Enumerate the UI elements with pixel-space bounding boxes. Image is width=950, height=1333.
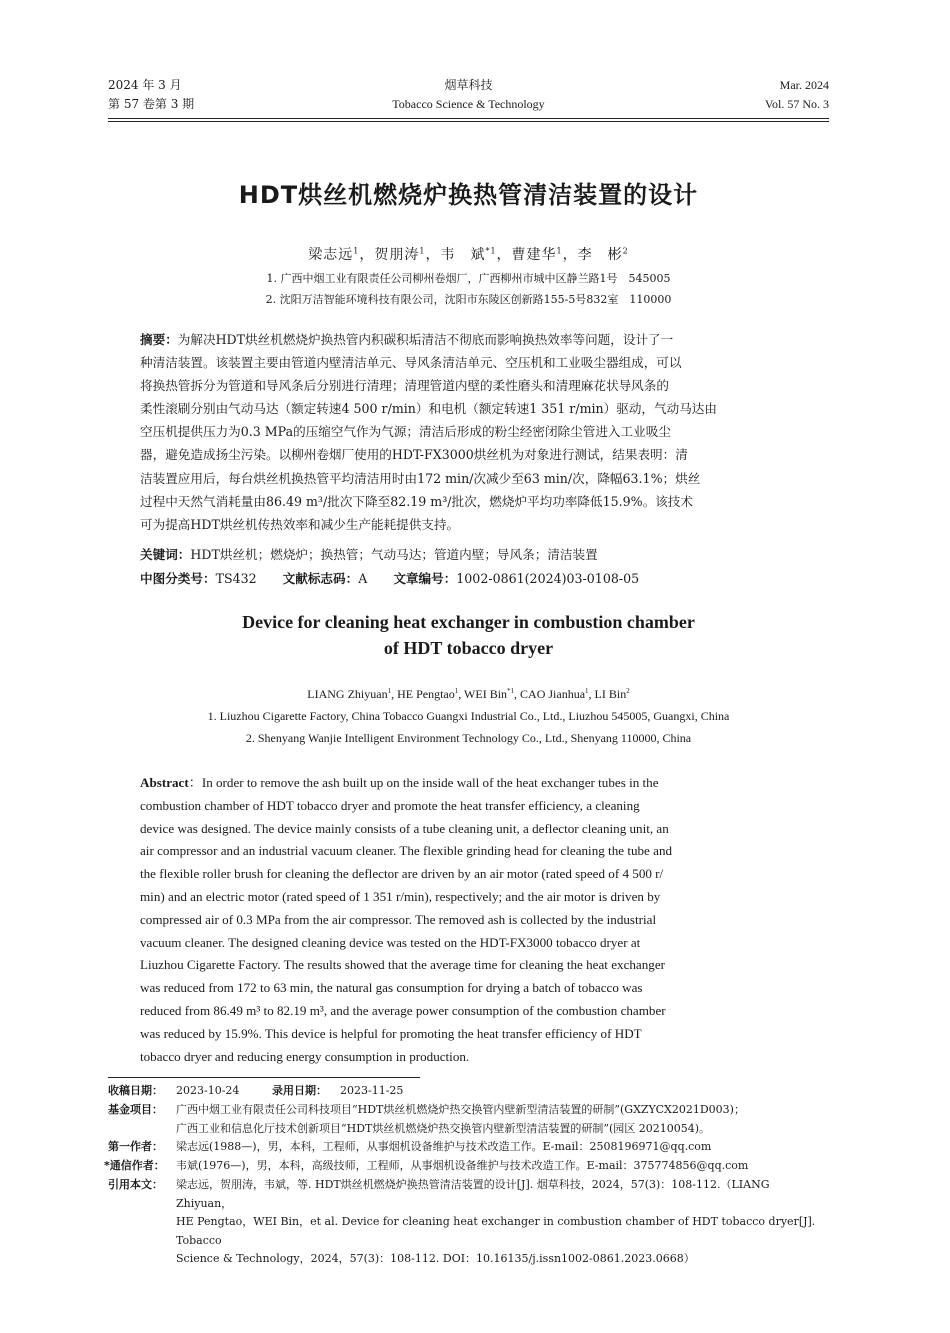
author-cn: 曹建华	[511, 247, 557, 263]
cite-text	[176, 1176, 829, 1269]
title-en-line: Device for cleaning heat exchanger in combustion chamber	[242, 612, 695, 632]
abstract-en-line: air compressor and an industrial vacuum cleaner. The flexible grinding head for cleaning the tube and	[140, 843, 673, 859]
abstract-cn-line: 柔性滚刷分别由气动马达（额定转速4 500 r/min）和电机（额定转速1 351 r/min）驱动，气动马达由	[140, 401, 717, 417]
abstract-cn-line: 种清洁装置。该装置主要由管道内壁清洁单元、导风条清洁单元、空压机和工业吸尘器组成，可以	[140, 355, 682, 371]
author-sup: 1	[556, 246, 563, 256]
abstract-cn-line: 空压机提供压力为0.3 MPa的压缩空气作为气源；清洁后形成的粉尘经密闭除尘管进入工业吸尘	[140, 424, 671, 440]
abstract-en-line: vacuum cleaner. The designed cleaning device was tested on the HDT-FX3000 tobacco dryer at	[140, 934, 641, 950]
abstract-cn-line: 器，避免造成扬尘污染。以柳州卷烟厂使用的HDT-FX3000烘丝机为对象进行测试，结果表明：清	[140, 447, 688, 463]
author-cn: 贺朋涛	[374, 247, 420, 263]
article-no-label: 文章编号：	[393, 571, 457, 586]
author-sup: 2	[622, 246, 629, 256]
cite-line: 梁志远，贺朋涛，韦斌，等. HDT烘丝机燃烧炉换热管清洁装置的设计[J]. 烟草科技，2024，57(3)：108-112.（LIANG Zhiyuan，	[176, 1178, 770, 1210]
cite-label: 引用本文：	[108, 1178, 163, 1191]
author-en: CAO Jianhua	[520, 687, 586, 701]
author-sup: 1	[454, 687, 459, 695]
cite-line: Science & Technology，2024，57(3)：108-112. DOI：10.16135/j.issn1002-0861.2023.0668）	[176, 1252, 695, 1265]
header-rule	[108, 118, 829, 119]
footnote-rule	[108, 1077, 420, 1078]
author-sup: *1	[507, 687, 515, 695]
keywords-cn	[140, 545, 797, 565]
received-date: 2023-10-24	[176, 1084, 240, 1097]
abstract-cn-line: 洁装置应用后，每台烘丝机换热管平均清洁用时由172 min/次减少至63 min/次，降幅63.1%；烘丝	[140, 470, 701, 486]
header-volume-en: Vol. 57 No. 3	[764, 97, 829, 111]
abstract-en-line: compressed air of 0.3 MPa from the air compressor. The removed ash is collected by the industrial	[140, 911, 657, 927]
author-sup: *1	[485, 246, 497, 256]
header-date-en: Mar. 2024	[779, 78, 829, 92]
fund-line: 广西中烟工业有限责任公司科技项目“HDT烘丝机燃烧炉热交换管内壁新型清洁装置的研制”(GXZYCX2021D003)；	[176, 1103, 745, 1116]
header-volume-cn: 第 57 卷第 3 期	[108, 97, 195, 111]
classification-cn	[140, 569, 797, 589]
fund-line: 广西工业和信息化厅技术创新项目“HDT烘丝机燃烧炉热交换管内壁新型清洁装置的研制”(园区 20210054)。	[176, 1121, 711, 1135]
fund-label: 基金项目：	[108, 1103, 163, 1116]
abstract-en-label: Abstract	[140, 775, 189, 790]
author-cn: 李 彬	[577, 247, 623, 263]
affiliation-en-1: 1. Liuzhou Cigarette Factory, China Tobacco Guangxi Industrial Co., Ltd., Liuzhou 545005, Guangxi, China	[207, 709, 730, 723]
abstract-en-line: was reduced from 172 to 63 min, the natural gas consumption for drying a batch of tobacco was	[140, 980, 643, 996]
corresponding-text: 韦斌(1976—)，男，本科，高级技师，工程师，从事烟机设备维护与技术改造工作。E-mail：375774856@qq.com	[176, 1159, 749, 1172]
author-en: LI Bin	[594, 687, 627, 701]
header-journal-en: Tobacco Science & Technology	[392, 97, 545, 111]
corresponding-label: *通信作者：	[104, 1159, 165, 1172]
authors-en: LIANG Zhiyuan$^1$, HE Pengtao$^1$, WEI Bin$^{*1}$, CAO Jianhua$^1$, LI Bin$^2$	[307, 687, 630, 701]
author-sup: 1	[585, 687, 589, 695]
running-header	[108, 76, 829, 118]
abstract-en-line: min) and an electric motor (rated speed of 1 351 r/min), respectively; and the air motor is driven by	[140, 888, 661, 904]
author-cn: 梁志远	[308, 247, 354, 263]
clc-label: 中图分类号：	[140, 571, 216, 586]
abstract-cn-line: 摘要：为解决HDT烘丝机燃烧炉换热管内积碳积垢清洁不彻底而影响换热效率等问题，设计了一	[140, 332, 674, 347]
first-author-text: 梁志远(1988—)，男，本科，工程师，从事烟机设备维护与技术改造工作。E-mail：2508196971@qq.com	[176, 1140, 712, 1153]
cite-line: HE Pengtao，WEI Bin，et al. Device for cleaning heat exchanger in combustion chamber of HDT tobacco dryer[J]. Tobacco	[176, 1215, 816, 1247]
author-sup: 1	[387, 687, 392, 695]
author-cn: 韦 斌	[440, 247, 486, 263]
abstract-cn-line: 过程中天然气消耗量由86.49 m³/批次下降至82.19 m³/批次，燃烧炉平均功率降低15.9%。该技术	[140, 493, 693, 509]
authors-cn: 梁志远$^1$，贺朋涛$^1$，韦 斌$^{*1}$，曹建华$^1$，李 彬$^2$	[308, 246, 629, 263]
clc-value: TS432	[215, 571, 257, 586]
doc-code-value: A	[358, 571, 368, 586]
affiliation-cn-1: 1. 广西中烟工业有限责任公司柳州卷烟厂，广西柳州市城中区静兰路1号 545005	[266, 272, 671, 285]
abstract-cn-label: 摘要：	[140, 332, 178, 347]
header-journal-cn: 烟草科技	[444, 78, 493, 92]
title-cn: HDT烘丝机燃烧炉换热管清洁装置的设计	[238, 181, 699, 209]
keywords-cn-text: HDT烘丝机；燃烧炉；换热管；气动马达；管道内壁；导风条；清洁装置	[190, 547, 598, 562]
abstract-en-line: device was designed. The device mainly consists of a tube cleaning unit, a deflector cleaning unit, an	[140, 820, 669, 836]
abstract-cn-line: 将换热管拆分为管道和导风条后分别进行清理；清理管道内壁的柔性磨头和清理麻花状导风条的	[140, 378, 669, 394]
author-en: HE Pengtao	[397, 687, 455, 701]
title-en	[108, 609, 829, 661]
keywords-cn-label: 关键词：	[140, 547, 191, 562]
abstract-en-line: Abstract：In order to remove the ash built up on the inside wall of the heat exchanger tubes in the	[140, 775, 659, 790]
title-en-line: of HDT tobacco dryer	[383, 638, 554, 658]
abstract-en-line: combustion chamber of HDT tobacco dryer and promote the heat transfer efficiency, a cleaning	[140, 797, 640, 813]
article-no-value: 1002-0861(2024)03-0108-05	[456, 571, 640, 586]
abstract-cn	[140, 328, 797, 536]
accepted-label: 录用日期：	[272, 1084, 327, 1097]
header-right	[765, 76, 829, 114]
abstract-en-line: tobacco dryer and reducing energy consumption in production.	[140, 1048, 470, 1064]
abstract-en	[140, 772, 797, 1068]
doc-code-label: 文献标志码：	[282, 571, 359, 586]
author-sup: 2	[626, 687, 630, 695]
abstract-cn-line: 可为提高HDT烘丝机传热效率和减少生产能耗提供支持。	[140, 516, 460, 532]
received-label: 收稿日期：	[108, 1084, 163, 1097]
first-author-label: 第一作者：	[108, 1140, 163, 1153]
author-sup: 1	[353, 246, 360, 256]
fund-text	[176, 1101, 829, 1138]
author-sup: 1	[419, 246, 426, 256]
affiliation-en-2: 2. Shenyang Wanjie Intelligent Environment Technology Co., Ltd., Shenyang 110000, China	[245, 731, 692, 745]
author-en: WEI Bin	[464, 687, 508, 701]
affiliation-cn-2: 2. 沈阳万洁智能环境科技有限公司，沈阳市东陵区创新路155-5号832室 110000	[265, 293, 672, 306]
abstract-en-line: was reduced by 15.9%. This device is helpful for promoting the heat transfer efficiency of HDT	[140, 1025, 642, 1041]
author-en: LIANG Zhiyuan	[307, 687, 388, 701]
abstract-en-line: the flexible roller brush for cleaning the deflector are driven by an air motor (rated speed of 4 500 r/	[140, 866, 664, 882]
header-date-cn: 2024 年 3 月	[108, 78, 182, 92]
header-rule-thin	[108, 121, 829, 122]
abstract-en-line: Liuzhou Cigarette Factory. The results showed that the average time for cleaning the heat exchanger	[140, 957, 666, 973]
accepted-date: 2023-11-25	[340, 1084, 404, 1097]
abstract-en-line: reduced from 86.49 m³ to 82.19 m³, and the average power consumption of the combustion chamber	[140, 1002, 666, 1018]
header-center	[108, 76, 829, 114]
